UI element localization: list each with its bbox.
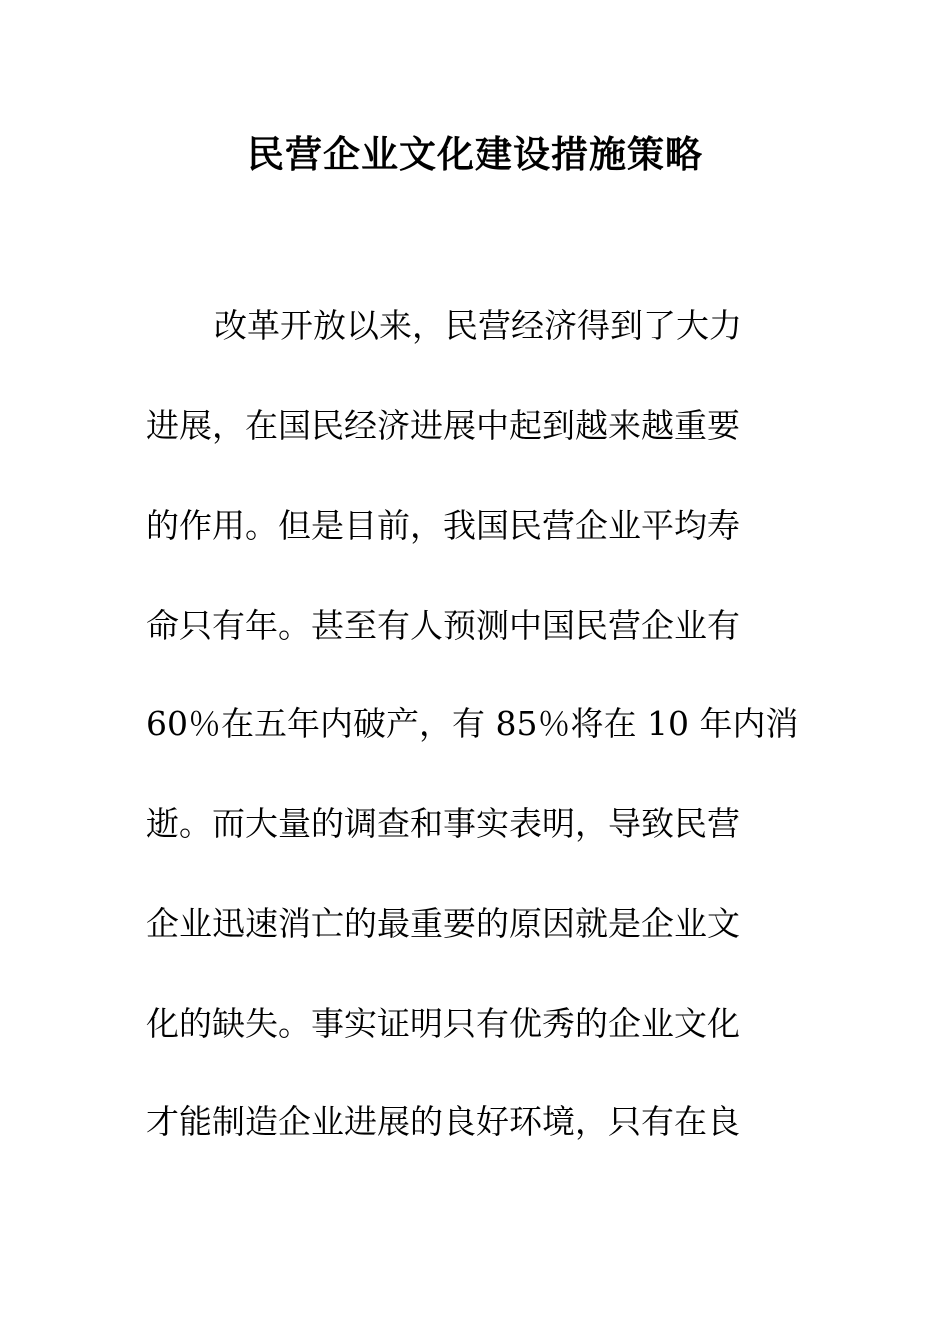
paragraph-line: 60％在五年内破产，有 85％将在 10 年内消 xyxy=(146,704,799,743)
paragraph-line: 化的缺失。事实证明只有优秀的企业文化 xyxy=(146,1004,740,1043)
paragraph-line: 逝。而大量的调查和事实表明，导致民营 xyxy=(146,804,740,843)
document-title: 民营企业文化建设措施策略 xyxy=(247,132,703,176)
paragraph-line: 的作用。但是目前，我国民营企业平均寿 xyxy=(146,506,740,545)
paragraph-line: 改革开放以来，民营经济得到了大力 xyxy=(214,306,742,345)
paragraph-line: 命只有年。甚至有人预测中国民营企业有 xyxy=(146,606,740,645)
paragraph-line: 才能制造企业进展的良好环境，只有在良 xyxy=(146,1102,740,1141)
paragraph-line: 企业迅速消亡的最重要的原因就是企业文 xyxy=(146,904,740,943)
paragraph-line: 进展，在国民经济进展中起到越来越重要 xyxy=(146,406,740,445)
